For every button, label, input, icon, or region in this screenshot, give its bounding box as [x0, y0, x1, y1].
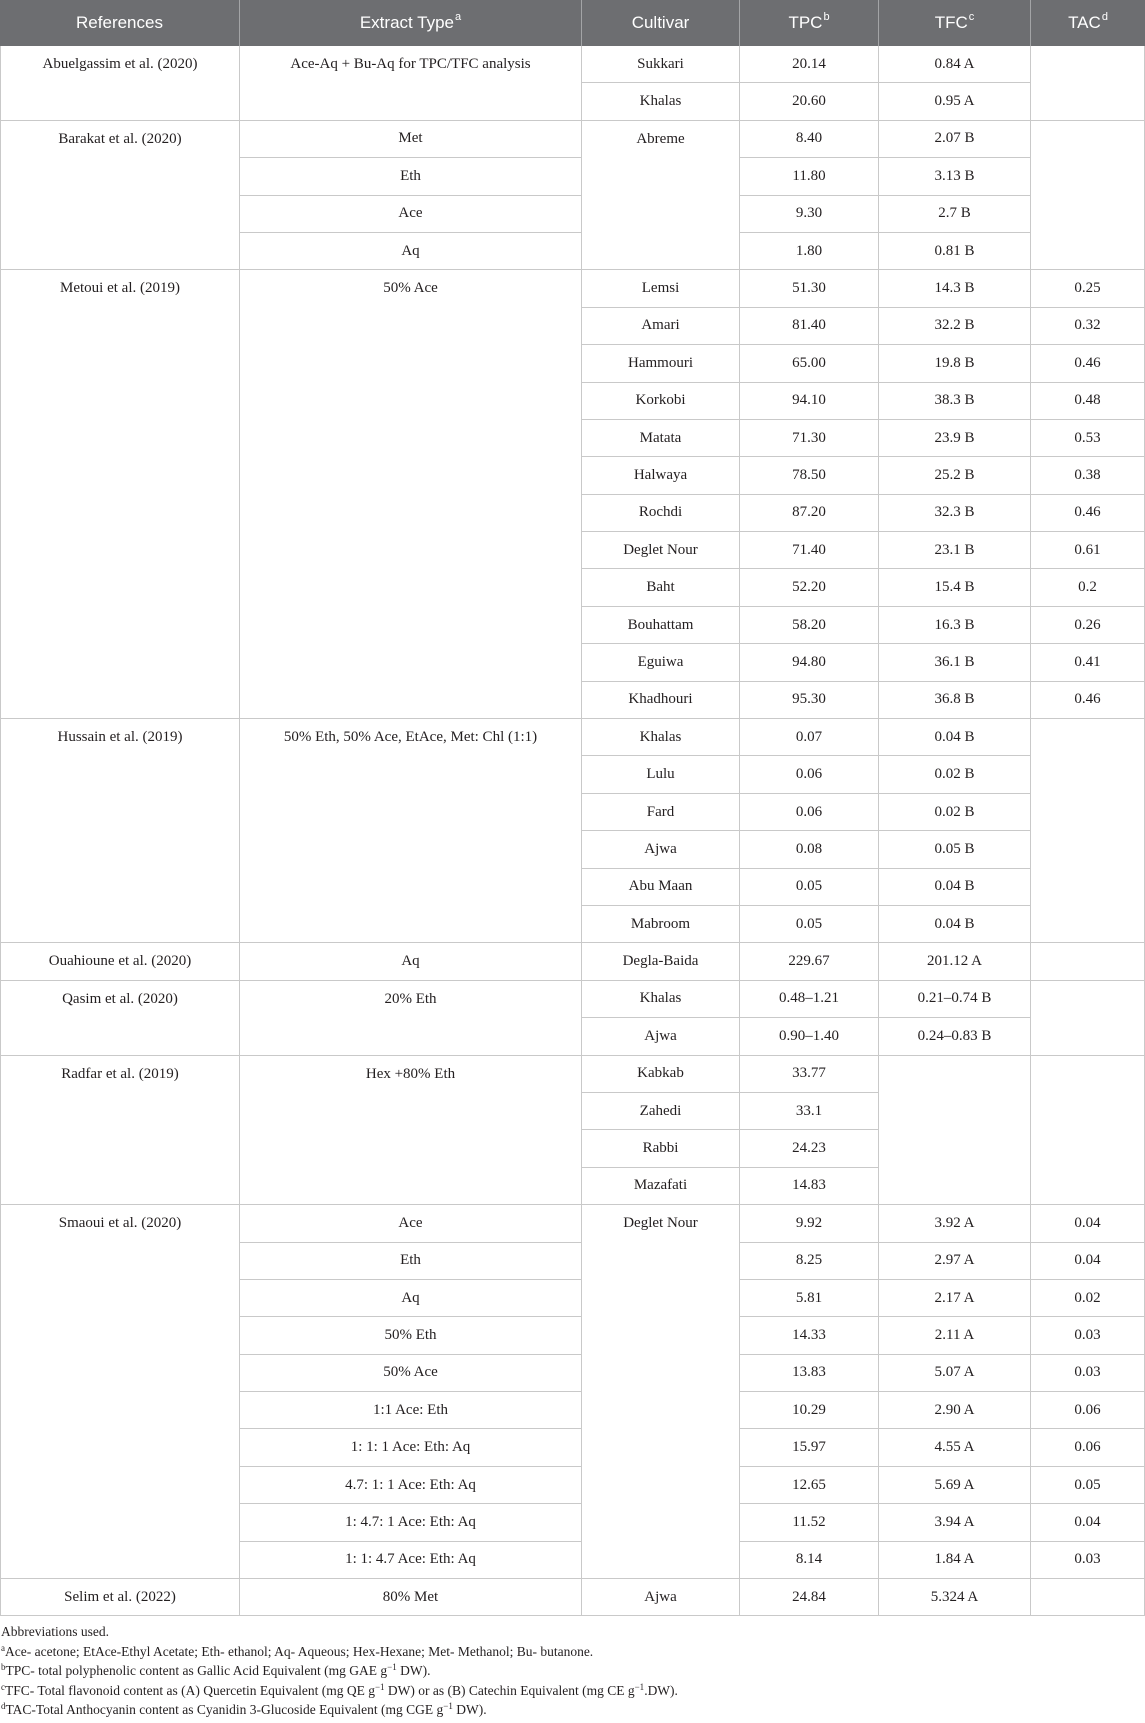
- tfc-cell: 1.84 A: [879, 1542, 1031, 1579]
- extract-type-cell: 1: 1: 1 Ace: Eth: Aq: [240, 1429, 582, 1466]
- tac-cell: 0.61: [1031, 532, 1145, 569]
- tfc-cell: 0.04 B: [879, 906, 1031, 943]
- header-label: TAC: [1068, 13, 1101, 32]
- tac-cell: 0.06: [1031, 1392, 1145, 1429]
- header-extract-type: Extract Type $^a$: [240, 0, 582, 46]
- cultivar-cell: Kabkab: [582, 1056, 740, 1093]
- tfc-cell: 0.81 B: [879, 233, 1031, 270]
- tfc-cell: 0.04 B: [879, 719, 1031, 756]
- footnote-text: TFC- Total flavonoid content as (A) Quercetin Equivalent (mg QE g: [5, 1682, 375, 1698]
- tpc-cell: 71.40: [740, 532, 879, 569]
- tfc-cell: 0.95 A: [879, 83, 1031, 120]
- tac-cell-empty: [1031, 943, 1145, 980]
- tac-cell-empty: [1031, 719, 1145, 943]
- tfc-cell: 23.1 B: [879, 532, 1031, 569]
- extract-type-cell: Ace: [240, 196, 582, 233]
- extract-type-cell: Eth: [240, 1243, 582, 1280]
- tpc-cell: 11.80: [740, 158, 879, 195]
- footnotes: [0, 1622, 1145, 1719]
- header-label: References: [76, 13, 163, 32]
- extract-type-cell: 1:1 Ace: Eth: [240, 1392, 582, 1429]
- tfc-cell: 38.3 B: [879, 383, 1031, 420]
- footnote-marker: c: [1, 1681, 5, 1692]
- tpc-cell: 33.1: [740, 1093, 879, 1130]
- tac-cell: 0.41: [1031, 644, 1145, 681]
- tpc-cell: 78.50: [740, 457, 879, 494]
- tpc-cell: 24.84: [740, 1579, 879, 1616]
- tfc-cell: 3.13 B: [879, 158, 1031, 195]
- tfc-cell: 0.02 B: [879, 794, 1031, 831]
- tac-cell: 0.46: [1031, 345, 1145, 382]
- tpc-cell: 33.77: [740, 1056, 879, 1093]
- cultivar-cell: Mabroom: [582, 906, 740, 943]
- header-tac: TAC $^d$: [1031, 0, 1145, 46]
- cultivar-cell: Fard: [582, 794, 740, 831]
- reference-cell: Hussain et al. (2019): [0, 719, 240, 943]
- tac-cell-empty: [1031, 121, 1145, 271]
- tac-cell: 0.38: [1031, 457, 1145, 494]
- tfc-cell: 5.07 A: [879, 1355, 1031, 1392]
- cultivar-cell: Bouhattam: [582, 607, 740, 644]
- tpc-cell: 0.06: [740, 794, 879, 831]
- footnote-marker: a: [1, 1642, 5, 1653]
- tpc-cell: 87.20: [740, 495, 879, 532]
- tpc-cell: 0.05: [740, 869, 879, 906]
- tpc-cell: 11.52: [740, 1504, 879, 1541]
- tac-cell: 0.03: [1031, 1542, 1145, 1579]
- exponent: −1: [443, 1701, 453, 1712]
- tac-cell-empty: [1031, 981, 1145, 1056]
- tpc-cell: 94.10: [740, 383, 879, 420]
- tfc-cell: 5.69 A: [879, 1467, 1031, 1504]
- reference-cell: Radfar et al. (2019): [0, 1056, 240, 1206]
- tfc-cell: 2.90 A: [879, 1392, 1031, 1429]
- header-label: Extract Type: [359, 13, 455, 32]
- tpc-cell: 0.07: [740, 719, 879, 756]
- tfc-cell: 0.05 B: [879, 831, 1031, 868]
- extract-type-cell: Ace-Aq + Bu-Aq for TPC/TFC analysis: [240, 46, 582, 121]
- tfc-cell: 4.55 A: [879, 1429, 1031, 1466]
- cultivar-cell: Baht: [582, 569, 740, 606]
- header-label: TFC: [934, 13, 968, 32]
- reference-cell: Qasim et al. (2020): [0, 981, 240, 1056]
- tpc-cell: 71.30: [740, 420, 879, 457]
- tpc-cell: 15.97: [740, 1429, 879, 1466]
- tac-cell: 0.25: [1031, 270, 1145, 307]
- cultivar-cell: Amari: [582, 308, 740, 345]
- footnote-text: DW) or as (B) Catechin Equivalent (mg CE g: [384, 1682, 635, 1698]
- extract-type-cell: 50% Eth, 50% Ace, EtAce, Met: Chl (1:1): [240, 719, 582, 943]
- tfc-cell: 0.24–0.83 B: [879, 1018, 1031, 1055]
- tpc-cell: 13.83: [740, 1355, 879, 1392]
- extract-type-cell: 1: 4.7: 1 Ace: Eth: Aq: [240, 1504, 582, 1541]
- extract-type-cell: Aq: [240, 233, 582, 270]
- footnote-marker: d: [1, 1701, 6, 1712]
- footnote-abbreviations: Abbreviations used.: [1, 1624, 109, 1640]
- reference-cell: Abuelgassim et al. (2020): [0, 46, 240, 121]
- tac-cell-empty: [1031, 1579, 1145, 1616]
- footnote-text: .DW).: [644, 1682, 678, 1698]
- tfc-cell: 201.12 A: [879, 943, 1031, 980]
- tac-cell-empty: [1031, 46, 1145, 121]
- tfc-cell: 36.8 B: [879, 682, 1031, 719]
- reference-cell: Selim et al. (2022): [0, 1579, 240, 1616]
- cultivar-cell: Degla-Baida: [582, 943, 740, 980]
- cultivar-cell: Sukkari: [582, 46, 740, 83]
- header-label: TPC: [788, 13, 823, 32]
- tpc-cell: 8.25: [740, 1243, 879, 1280]
- extract-type-cell: 20% Eth: [240, 981, 582, 1056]
- tac-cell: 0.03: [1031, 1317, 1145, 1354]
- cultivar-cell: Lulu: [582, 756, 740, 793]
- tpc-cell: 0.48–1.21: [740, 981, 879, 1018]
- footnote-text: TAC-Total Anthocyanin content as Cyanidin 3-Glucoside Equivalent (mg CGE g: [5, 1702, 444, 1718]
- extract-type-cell: Aq: [240, 1280, 582, 1317]
- extract-type-cell: 50% Ace: [240, 270, 582, 719]
- tpc-cell: 81.40: [740, 308, 879, 345]
- cultivar-cell: Ajwa: [582, 831, 740, 868]
- cultivar-cell: Khalas: [582, 83, 740, 120]
- cultivar-cell: Zahedi: [582, 1093, 740, 1130]
- tfc-cell: 23.9 B: [879, 420, 1031, 457]
- tfc-cell: 5.324 A: [879, 1579, 1031, 1616]
- tfc-cell: 36.1 B: [879, 644, 1031, 681]
- tfc-cell: 0.84 A: [879, 46, 1031, 83]
- header-cultivar: [582, 0, 740, 46]
- tac-cell: 0.04: [1031, 1504, 1145, 1541]
- tac-cell: 0.04: [1031, 1243, 1145, 1280]
- tac-cell: 0.05: [1031, 1467, 1145, 1504]
- tpc-cell: 0.06: [740, 756, 879, 793]
- tpc-cell: 51.30: [740, 270, 879, 307]
- footnote-d: [1, 1700, 1145, 1719]
- tac-cell: 0.46: [1031, 682, 1145, 719]
- tpc-cell: 12.65: [740, 1467, 879, 1504]
- extract-type-cell: 4.7: 1: 1 Ace: Eth: Aq: [240, 1467, 582, 1504]
- header-tpc: TPC $^b$: [740, 0, 879, 46]
- header-tfc: TFC $^c$: [879, 0, 1031, 46]
- tpc-cell: 20.14: [740, 46, 879, 83]
- cultivar-cell: Mazafati: [582, 1168, 740, 1205]
- extract-type-cell: 50% Eth: [240, 1317, 582, 1354]
- tpc-cell: 1.80: [740, 233, 879, 270]
- cultivar-cell: Hammouri: [582, 345, 740, 382]
- tpc-cell: 10.29: [740, 1392, 879, 1429]
- exponent: −1: [634, 1681, 645, 1692]
- cultivar-cell: Ajwa: [582, 1579, 740, 1616]
- tfc-cell: 25.2 B: [879, 457, 1031, 494]
- tpc-cell: 24.23: [740, 1130, 879, 1167]
- cultivar-cell: Ajwa: [582, 1018, 740, 1055]
- tac-cell: 0.2: [1031, 569, 1145, 606]
- tac-cell: 0.46: [1031, 495, 1145, 532]
- tfc-cell: 3.94 A: [879, 1504, 1031, 1541]
- tfc-cell: 2.7 B: [879, 196, 1031, 233]
- tac-cell: 0.26: [1031, 607, 1145, 644]
- reference-cell: Barakat et al. (2020): [0, 121, 240, 271]
- reference-cell: Ouahioune et al. (2020): [0, 943, 240, 980]
- extract-type-cell: 50% Ace: [240, 1355, 582, 1392]
- header-references: [0, 0, 240, 46]
- tac-cell-empty: [1031, 1056, 1145, 1206]
- tpc-cell: 0.05: [740, 906, 879, 943]
- tac-cell: 0.48: [1031, 383, 1145, 420]
- header-label: Cultivar: [631, 13, 690, 32]
- footnote-a: [1, 1642, 1145, 1661]
- tpc-cell: 65.00: [740, 345, 879, 382]
- tfc-cell: 2.97 A: [879, 1243, 1031, 1280]
- tpc-cell: 229.67: [740, 943, 879, 980]
- tfc-cell: 2.17 A: [879, 1280, 1031, 1317]
- tfc-cell: 0.04 B: [879, 869, 1031, 906]
- tpc-cell: 0.08: [740, 831, 879, 868]
- cultivar-cell: Khalas: [582, 981, 740, 1018]
- cultivar-cell: Matata: [582, 420, 740, 457]
- extract-type-cell: 80% Met: [240, 1579, 582, 1616]
- tpc-cell: 5.81: [740, 1280, 879, 1317]
- tpc-cell: 58.20: [740, 607, 879, 644]
- footnote-marker: b: [1, 1662, 6, 1673]
- footnote-text: DW).: [396, 1663, 431, 1679]
- cultivar-cell: Eguiwa: [582, 644, 740, 681]
- tac-cell: 0.04: [1031, 1205, 1145, 1242]
- tfc-cell: 14.3 B: [879, 270, 1031, 307]
- reference-cell: Metoui et al. (2019): [0, 270, 240, 719]
- extract-type-cell: Hex +80% Eth: [240, 1056, 582, 1206]
- tac-cell: 0.06: [1031, 1429, 1145, 1466]
- tpc-cell: 0.90–1.40: [740, 1018, 879, 1055]
- cultivar-cell: Lemsi: [582, 270, 740, 307]
- cultivar-cell: Deglet Nour: [582, 1205, 740, 1579]
- footnote-text: TPC- total polyphenolic content as Gallic Acid Equivalent (mg GAE g: [5, 1663, 388, 1679]
- extract-type-cell: Eth: [240, 158, 582, 195]
- cultivar-cell: Abreme: [582, 121, 740, 271]
- cultivar-cell: Halwaya: [582, 457, 740, 494]
- tfc-cell-empty: [879, 1056, 1031, 1206]
- tpc-cell: 14.83: [740, 1168, 879, 1205]
- tfc-cell: 16.3 B: [879, 607, 1031, 644]
- footnote-text: Ace- acetone; EtAce-Ethyl Acetate; Eth- ethanol; Aq- Aqueous; Hex-Hexane; Met- Methanol; Bu- butanone.: [5, 1643, 594, 1659]
- tpc-cell: 8.14: [740, 1542, 879, 1579]
- tfc-cell: 0.02 B: [879, 756, 1031, 793]
- reference-cell: Smaoui et al. (2020): [0, 1205, 240, 1579]
- tfc-cell: 3.92 A: [879, 1205, 1031, 1242]
- footnote-c: [1, 1681, 1145, 1700]
- tpc-cell: 95.30: [740, 682, 879, 719]
- cultivar-cell: Abu Maan: [582, 869, 740, 906]
- cultivar-cell: Rochdi: [582, 495, 740, 532]
- cultivar-cell: Deglet Nour: [582, 532, 740, 569]
- cultivar-cell: Khadhouri: [582, 682, 740, 719]
- tpc-cell: 94.80: [740, 644, 879, 681]
- tpc-cell: 20.60: [740, 83, 879, 120]
- tac-cell: 0.53: [1031, 420, 1145, 457]
- tpc-cell: 52.20: [740, 569, 879, 606]
- exponent: −1: [374, 1681, 385, 1692]
- tac-cell: 0.03: [1031, 1355, 1145, 1392]
- cultivar-cell: Khalas: [582, 719, 740, 756]
- tfc-cell: 2.07 B: [879, 121, 1031, 158]
- tfc-cell: 32.3 B: [879, 495, 1031, 532]
- tpc-cell: 9.30: [740, 196, 879, 233]
- tfc-cell: 32.2 B: [879, 308, 1031, 345]
- tpc-cell: 9.92: [740, 1205, 879, 1242]
- extract-type-cell: Aq: [240, 943, 582, 980]
- tfc-cell: 15.4 B: [879, 569, 1031, 606]
- tac-cell: 0.02: [1031, 1280, 1145, 1317]
- tpc-cell: 14.33: [740, 1317, 879, 1354]
- tfc-cell: 19.8 B: [879, 345, 1031, 382]
- extract-type-cell: Ace: [240, 1205, 582, 1242]
- tfc-cell: 2.11 A: [879, 1317, 1031, 1354]
- cultivar-cell: Korkobi: [582, 383, 740, 420]
- cultivar-cell: Rabbi: [582, 1130, 740, 1167]
- footnote-text: DW).: [452, 1702, 487, 1718]
- tac-cell: 0.32: [1031, 308, 1145, 345]
- tfc-cell: 0.21–0.74 B: [879, 981, 1031, 1018]
- tpc-cell: 8.40: [740, 121, 879, 158]
- extract-type-cell: 1: 1: 4.7 Ace: Eth: Aq: [240, 1542, 582, 1579]
- extract-type-cell: Met: [240, 121, 582, 158]
- exponent: −1: [387, 1662, 397, 1673]
- footnote-b: [1, 1661, 1145, 1680]
